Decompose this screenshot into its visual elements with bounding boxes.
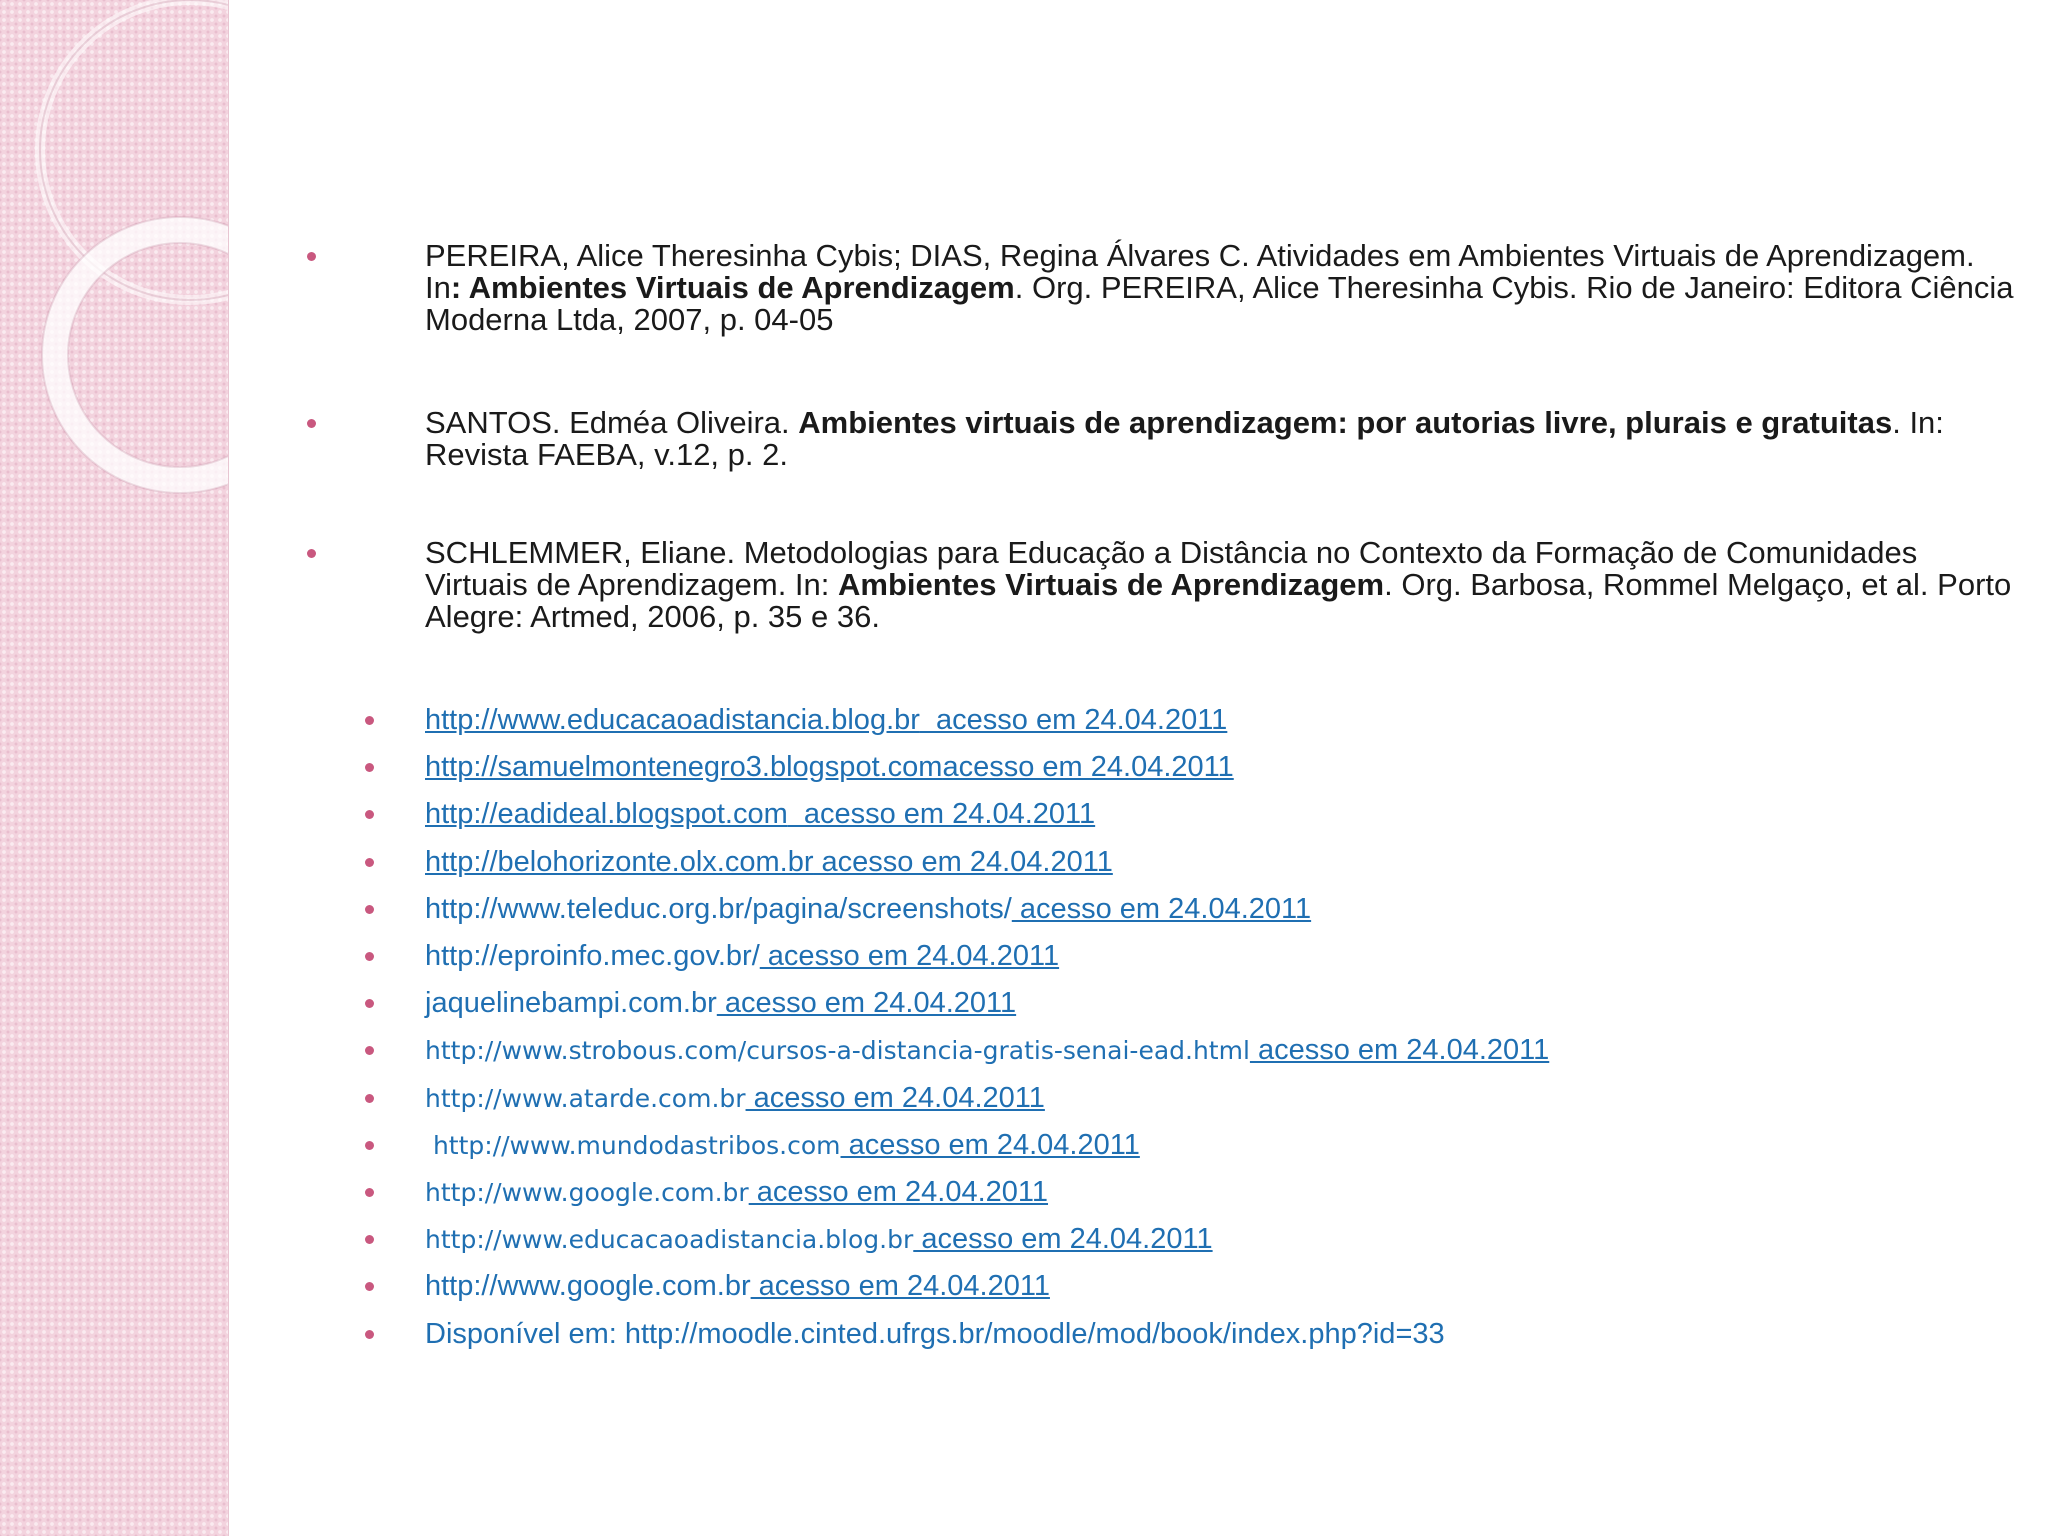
- bullet-icon: [307, 549, 316, 558]
- link-list-item: [425, 702, 2025, 738]
- bullet-icon: [365, 1330, 374, 1339]
- link-url[interactable]: jaquelinebampi.com.br: [425, 987, 717, 1019]
- link-list-item: [425, 844, 2025, 880]
- access-date-link[interactable]: acesso em 24.04.2011: [759, 940, 1060, 972]
- link-list-item: [425, 796, 2025, 832]
- link-url[interactable]: Disponível em: http://moodle.cinted.ufrgs.br/moodle/mod/book/index.php?id=33: [425, 1318, 1445, 1350]
- reference-title: Ambientes Virtuais de Aprendizagem: [838, 567, 1385, 602]
- link-url[interactable]: http://www.educacaoadistancia.blog.br: [425, 1225, 914, 1254]
- access-date-link[interactable]: acesso em 24.04.2011: [745, 1082, 1045, 1114]
- bullet-icon: [307, 252, 316, 261]
- bullet-icon: [365, 1188, 374, 1197]
- bullet-icon: [365, 1235, 374, 1244]
- access-date-link[interactable]: acesso em 24.04.2011: [1249, 1034, 1550, 1066]
- link-list-item: [425, 891, 2025, 927]
- link-url[interactable]: http://eadideal.blogspot.com: [425, 798, 788, 830]
- link-list-item: [425, 1221, 2025, 1258]
- reference-item: [425, 240, 2015, 336]
- access-date-link[interactable]: acesso em 24.04.2011: [913, 1223, 1213, 1255]
- reference-item: [425, 537, 2015, 633]
- link-list-item: [425, 938, 2025, 974]
- bullet-icon: [365, 1282, 374, 1291]
- bullet-icon: [365, 1046, 374, 1055]
- reference-text: SANTOS. Edméa Oliveira.: [425, 405, 799, 440]
- bullet-icon: [365, 858, 374, 867]
- reference-text: PEREIRA, Alice Theresinha Cybis; DIAS, Regina Álvares C. Atividades em Ambientes Virtuais de Aprendizagem. In: [425, 238, 1975, 305]
- access-date-link[interactable]: acesso em 24.04.2011: [748, 1176, 1049, 1208]
- access-date-link[interactable]: acesso em 24.04.2011: [750, 1270, 1050, 1302]
- link-list-item: [425, 1080, 2025, 1117]
- reference-title: Ambientes virtuais de aprendizagem: por autorias livre, plurais e gratuitas: [798, 405, 1893, 440]
- bullet-icon: [365, 1141, 374, 1150]
- access-date-link[interactable]: acesso em 24.04.2011: [787, 798, 1096, 830]
- link-url[interactable]: http://www.educacaoadistancia.blog.br: [425, 704, 920, 736]
- reference-text: . In: Revista FAEBA, v.12, p. 2.: [425, 405, 1944, 472]
- decorative-side-panel: [0, 0, 229, 1536]
- reference-list: [360, 0, 2014, 1536]
- bullet-icon: [365, 763, 374, 772]
- reference-text: . Org. Barbosa, Rommel Melgaço, et al. Porto Alegre: Artmed, 2006, p. 35 e 36.: [425, 567, 2012, 634]
- link-url[interactable]: http://www.google.com.br: [425, 1178, 749, 1207]
- bullet-icon: [365, 716, 374, 725]
- link-list-item: [425, 1174, 2025, 1211]
- link-list-item: [425, 1268, 2025, 1304]
- link-list-item: [425, 1032, 2025, 1069]
- link-url[interactable]: http://samuelmontenegro3.blogspot.com: [425, 751, 943, 783]
- link-list-item: [425, 749, 2025, 785]
- link-url[interactable]: http://www.mundodastribos.com: [425, 1131, 841, 1160]
- decorative-rings-icon: [0, 0, 228, 520]
- access-date-link[interactable]: acesso em 24.04.2011: [1011, 893, 1312, 925]
- link-url[interactable]: http://www.google.com.br: [425, 1270, 751, 1302]
- link-url[interactable]: http://belohorizonte.olx.com.br: [425, 846, 814, 878]
- reference-title: : Ambientes Virtuais de Aprendizagem: [450, 270, 1015, 305]
- reference-text: . Org. PEREIRA, Alice Theresinha Cybis. Rio de Janeiro: Editora Ciência Moderna Ltda, 2007, p. 04-05: [425, 270, 2014, 337]
- access-date-link[interactable]: acesso em 24.04.2011: [813, 846, 1113, 878]
- link-url[interactable]: http://eproinfo.mec.gov.br/: [425, 940, 760, 972]
- bullet-icon: [365, 1094, 374, 1103]
- link-list-item: [425, 1127, 2025, 1164]
- access-date-link[interactable]: acesso em 24.04.2011: [840, 1129, 1140, 1161]
- reference-item: [425, 407, 2015, 471]
- bullet-icon: [365, 810, 374, 819]
- link-url[interactable]: http://www.teleduc.org.br/pagina/screenshots/: [425, 893, 1012, 925]
- link-list-item: [425, 985, 2025, 1021]
- bullet-icon: [365, 999, 374, 1008]
- link-url[interactable]: http://www.atarde.com.br: [425, 1084, 746, 1113]
- reference-text: SCHLEMMER, Eliane. Metodologias para Educação a Distância no Contexto da Formação de Comunidades Virtuais de Aprendizagem. In:: [425, 535, 1918, 602]
- bullet-icon: [365, 952, 374, 961]
- link-url[interactable]: http://www.strobous.com/cursos-a-distancia-gratis-senai-ead.html: [425, 1036, 1250, 1065]
- link-list-item: [425, 1316, 2025, 1352]
- access-date-link[interactable]: acesso em 24.04.2011: [919, 704, 1228, 736]
- bullet-icon: [365, 905, 374, 914]
- access-date-link[interactable]: acesso em 24.04.2011: [942, 751, 1234, 783]
- bullet-icon: [307, 419, 316, 428]
- access-date-link[interactable]: acesso em 24.04.2011: [716, 987, 1017, 1019]
